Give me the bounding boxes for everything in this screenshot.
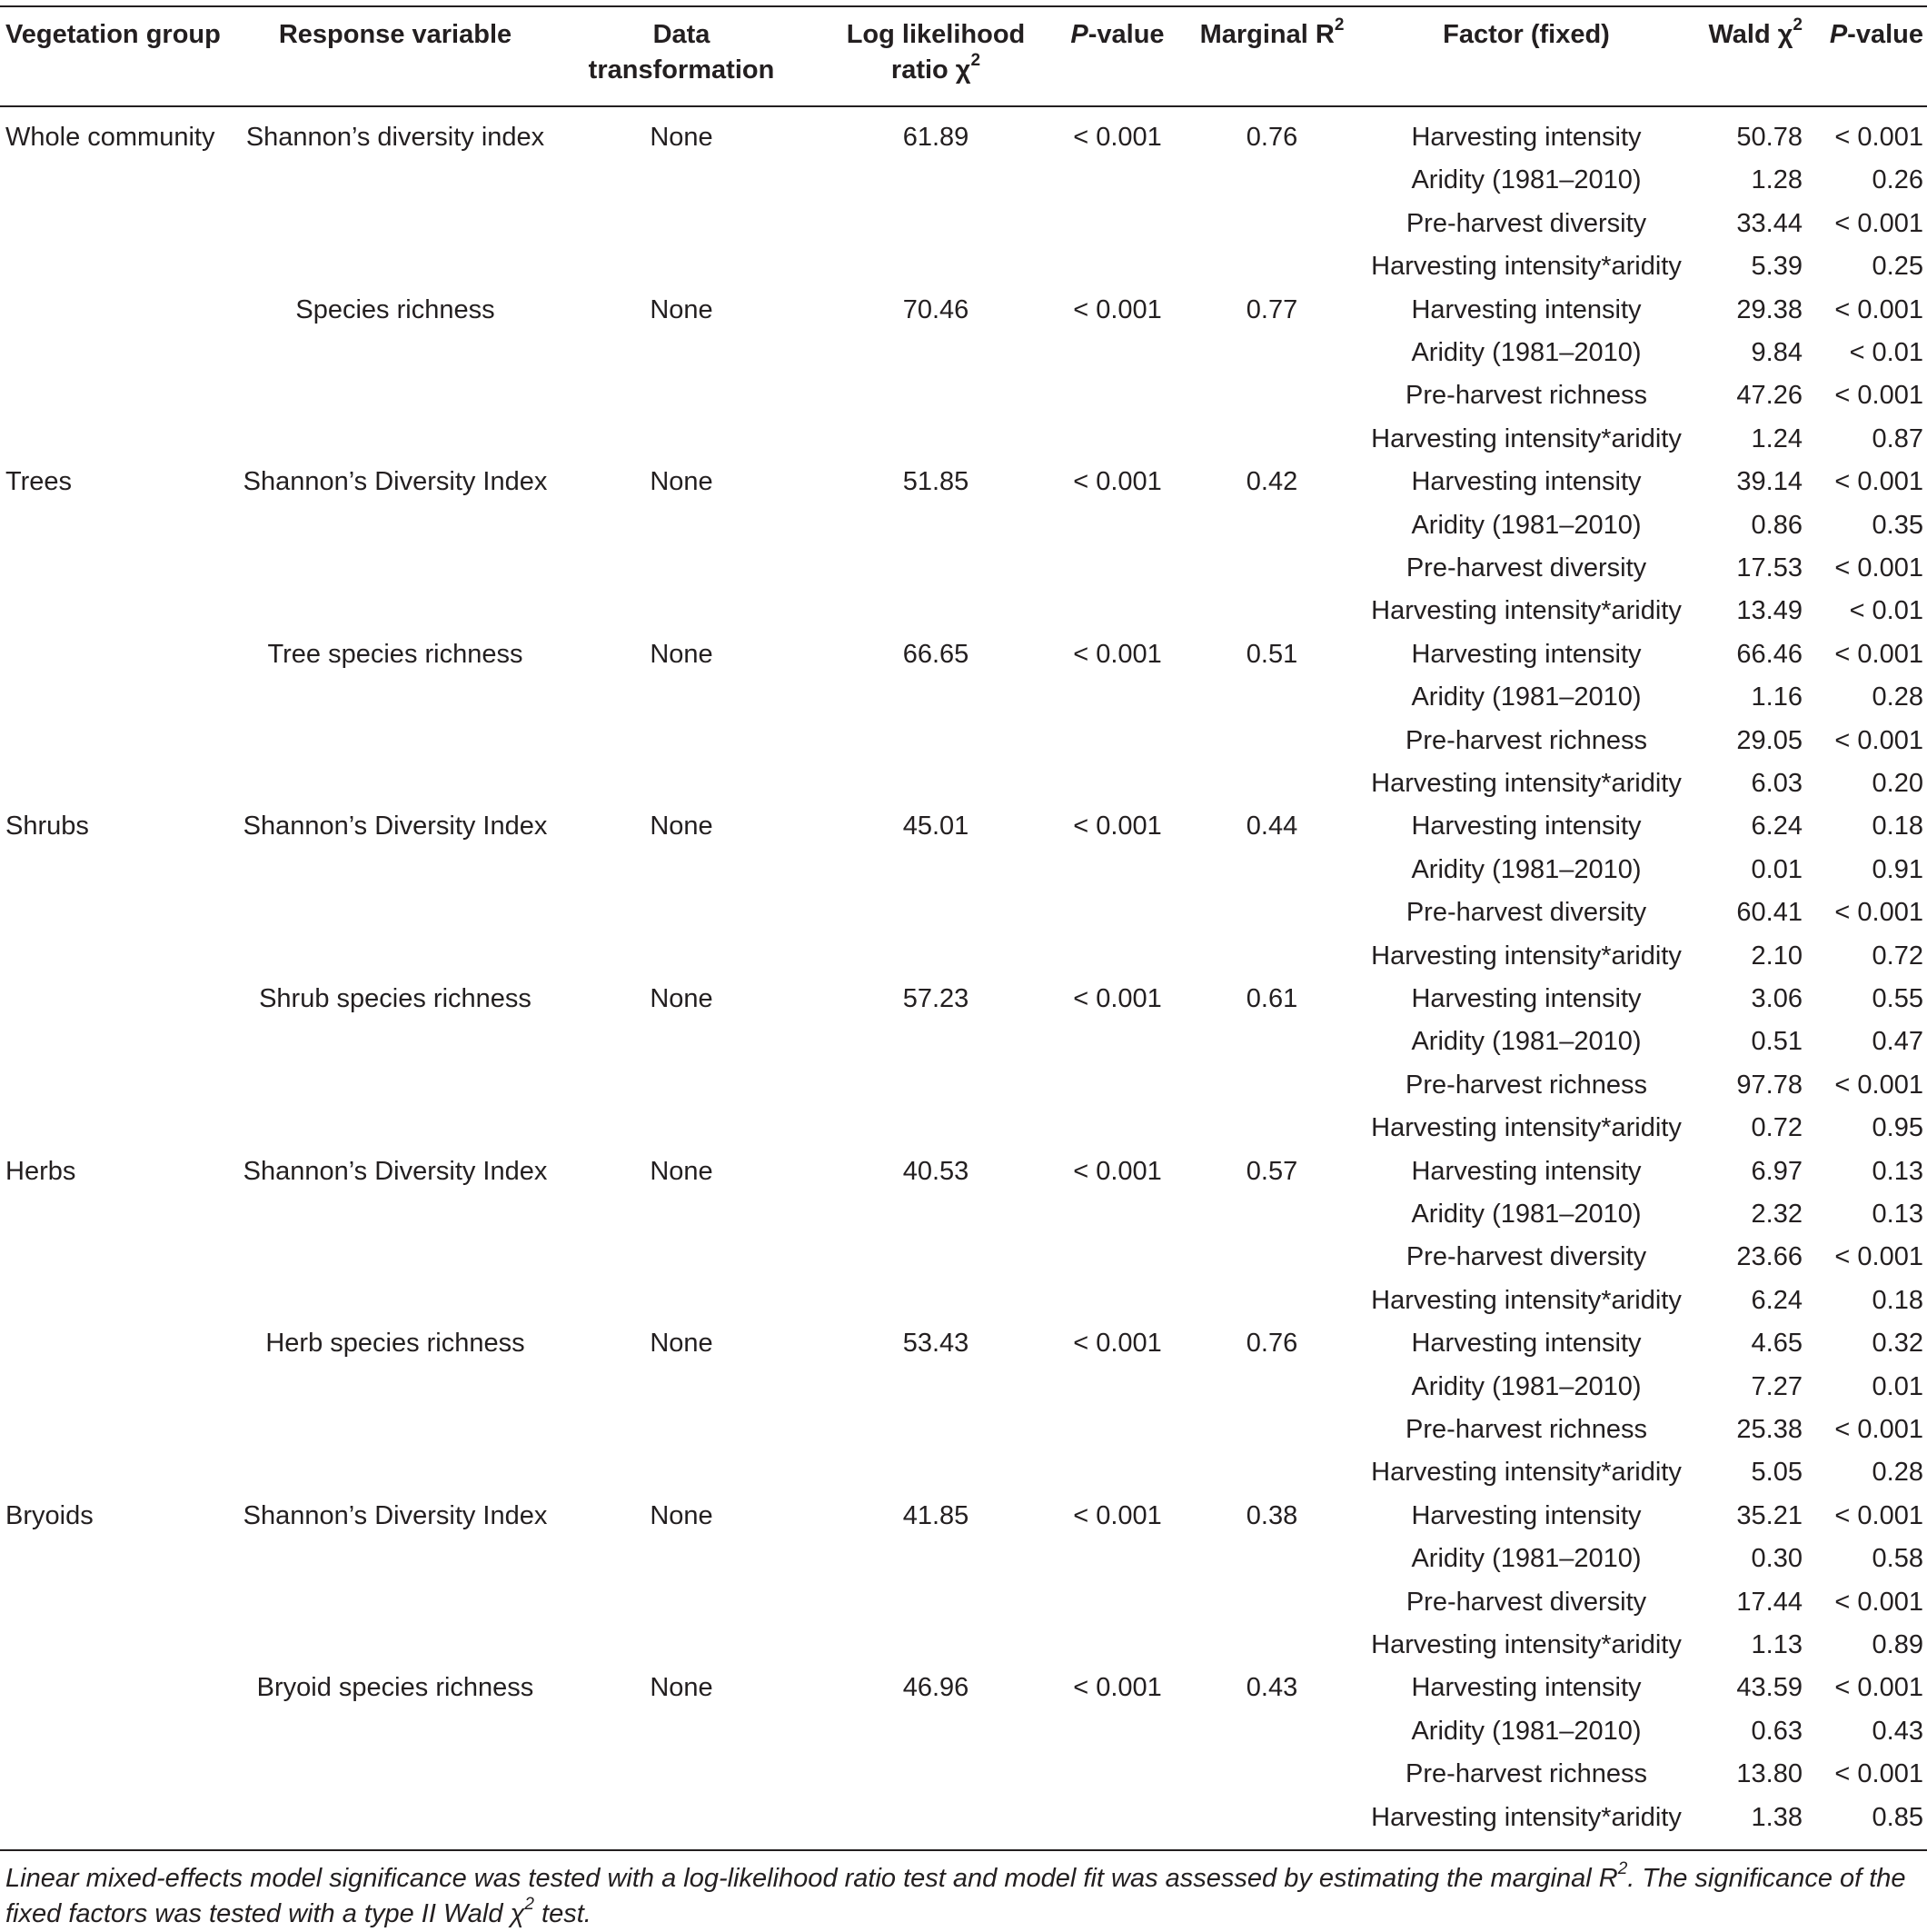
p-value-cell: < 0.001 [1073,295,1162,324]
factor-cell: Aridity (1981–2010) [1411,1027,1642,1056]
marginal-r2-cell: 0.57 [1246,1157,1298,1186]
factor-p-value-cell: < 0.001 [1834,1588,1923,1617]
factor-p-value-cell: 0.13 [1872,1157,1923,1186]
wald-chi2-cell: 2.10 [1751,941,1803,971]
factor-cell: Harvesting intensity [1411,123,1642,152]
factor-cell: Harvesting intensity [1411,1329,1642,1358]
wald-chi2-cell: 6.97 [1751,1157,1803,1186]
wald-chi2-cell: 0.63 [1751,1717,1803,1746]
data-transformation-cell: None [650,467,713,496]
factor-cell: Pre-harvest richness [1406,1071,1647,1100]
wald-chi2-cell: 97.78 [1736,1071,1803,1100]
wald-chi2-cell: 0.51 [1751,1027,1803,1056]
header-wald: Wald $\chi^2$ [1708,15,1803,49]
factor-cell: Harvesting intensity [1411,640,1642,669]
wald-chi2-cell: 17.44 [1736,1588,1803,1617]
factor-p-value-cell: < 0.001 [1834,123,1923,152]
factor-cell: Aridity (1981–2010) [1411,1372,1642,1401]
wald-chi2-cell: 6.24 [1751,812,1803,841]
factor-p-value-cell: < 0.001 [1834,1071,1923,1100]
p-value-cell: < 0.001 [1073,467,1162,496]
factor-cell: Harvesting intensity [1411,1501,1642,1530]
p-value-cell: < 0.001 [1073,984,1162,1013]
factor-cell: Harvesting intensity [1411,984,1642,1013]
wald-chi2-cell: 0.86 [1751,511,1803,540]
factor-cell: Aridity (1981–2010) [1411,682,1642,712]
factor-cell: Aridity (1981–2010) [1411,1717,1642,1746]
factor-p-value-cell: 0.18 [1872,1286,1923,1315]
marginal-r2-cell: 0.38 [1246,1501,1298,1530]
factor-p-value-cell: 0.18 [1872,812,1923,841]
wald-chi2-cell: 60.41 [1736,898,1803,927]
factor-cell: Harvesting intensity*aridity [1371,941,1682,971]
wald-chi2-cell: 1.38 [1751,1803,1803,1832]
header-factor: Factor (fixed) [1443,20,1610,49]
factor-p-value-cell: < 0.001 [1834,295,1923,324]
vegetation-group-cell: Whole community [5,123,215,152]
factor-p-value-cell: 0.35 [1872,511,1923,540]
data-transformation-cell: None [650,123,713,152]
factor-p-value-cell: < 0.001 [1834,898,1923,927]
factor-cell: Aridity (1981–2010) [1411,855,1642,884]
p-value-cell: < 0.001 [1073,1673,1162,1702]
response-variable-cell: Shannon’s Diversity Index [243,812,548,841]
factor-cell: Aridity (1981–2010) [1411,338,1642,367]
wald-chi2-cell: 1.28 [1751,165,1803,194]
factor-p-value-cell: < 0.001 [1834,209,1923,238]
factor-cell: Aridity (1981–2010) [1411,1544,1642,1573]
header-data-transformation: Data transformation [588,20,775,85]
factor-cell: Pre-harvest richness [1406,1415,1647,1444]
header-response-variable: Response variable [278,20,512,49]
factor-cell: Aridity (1981–2010) [1411,165,1642,194]
factor-cell: Pre-harvest diversity [1406,553,1647,583]
wald-chi2-cell: 6.24 [1751,1286,1803,1315]
factor-cell: Harvesting intensity [1411,467,1642,496]
log-likelihood-cell: 40.53 [902,1157,969,1186]
log-likelihood-cell: 46.96 [902,1673,969,1702]
factor-p-value-cell: 0.25 [1872,252,1923,281]
factor-cell: Pre-harvest richness [1406,1759,1647,1788]
wald-chi2-cell: 5.05 [1751,1458,1803,1487]
p-value-cell: < 0.001 [1073,1157,1162,1186]
header-p-value: P-value [1070,20,1165,49]
wald-chi2-cell: 7.27 [1751,1372,1803,1401]
wald-chi2-cell: 9.84 [1751,338,1803,367]
wald-chi2-cell: 0.72 [1751,1113,1803,1142]
factor-cell: Harvesting intensity [1411,1157,1642,1186]
wald-chi2-cell: 5.39 [1751,252,1803,281]
vegetation-group-cell: Shrubs [5,812,89,841]
wald-chi2-cell: 3.06 [1751,984,1803,1013]
factor-p-value-cell: 0.20 [1872,769,1923,798]
data-transformation-cell: None [650,295,713,324]
factor-cell: Pre-harvest diversity [1406,1588,1647,1617]
vegetation-group-cell: Herbs [5,1157,76,1186]
wald-chi2-cell: 6.03 [1751,769,1803,798]
factor-cell: Pre-harvest diversity [1406,898,1647,927]
factor-cell: Aridity (1981–2010) [1411,511,1642,540]
wald-chi2-cell: 43.59 [1736,1673,1803,1702]
wald-chi2-cell: 1.24 [1751,424,1803,453]
wald-chi2-cell: 13.80 [1736,1759,1803,1788]
p-value-cell: < 0.001 [1073,812,1162,841]
marginal-r2-cell: 0.76 [1246,123,1298,152]
response-variable-cell: Shannon’s Diversity Index [243,1501,548,1530]
top-rule [0,5,1927,7]
data-transformation-cell: None [650,640,713,669]
factor-cell: Pre-harvest richness [1406,726,1647,755]
wald-chi2-cell: 39.14 [1736,467,1803,496]
factor-cell: Harvesting intensity*aridity [1371,424,1682,453]
marginal-r2-cell: 0.51 [1246,640,1298,669]
factor-p-value-cell: < 0.001 [1834,553,1923,583]
log-likelihood-cell: 61.89 [902,123,969,152]
factor-cell: Pre-harvest richness [1406,381,1647,410]
data-transformation-cell: None [650,812,713,841]
header-rule [0,105,1927,107]
factor-p-value-cell: 0.28 [1872,1458,1923,1487]
log-likelihood-cell: 66.65 [902,640,969,669]
wald-chi2-cell: 2.32 [1751,1200,1803,1229]
wald-chi2-cell: 29.38 [1736,295,1803,324]
response-variable-cell: Tree species richness [267,640,523,669]
factor-p-value-cell: 0.91 [1872,855,1923,884]
log-likelihood-cell: 57.23 [902,984,969,1013]
data-transformation-cell: None [650,1157,713,1186]
factor-p-value-cell: < 0.001 [1834,1415,1923,1444]
factor-p-value-cell: 0.89 [1872,1630,1923,1659]
vegetation-group-cell: Trees [5,467,73,496]
header-marginal-r2: Marginal $R^2$ [1199,15,1345,49]
wald-chi2-cell: 0.30 [1751,1544,1803,1573]
log-likelihood-cell: 53.43 [902,1329,969,1358]
factor-cell: Harvesting intensity [1411,812,1642,841]
wald-chi2-cell: 17.53 [1736,553,1803,583]
marginal-r2-cell: 0.77 [1246,295,1298,324]
response-variable-cell: Shrub species richness [259,984,531,1013]
factor-p-value-cell: < 0.01 [1849,338,1923,367]
marginal-r2-cell: 0.42 [1246,467,1298,496]
factor-cell: Harvesting intensity*aridity [1371,769,1682,798]
p-value-cell: < 0.001 [1073,1329,1162,1358]
factor-cell: Harvesting intensity*aridity [1371,596,1682,625]
factor-cell: Harvesting intensity*aridity [1371,252,1682,281]
factor-p-value-cell: 0.28 [1872,682,1923,712]
response-variable-cell: Shannon’s Diversity Index [243,467,548,496]
data-transformation-cell: None [650,1673,713,1702]
factor-p-value-cell: < 0.001 [1834,1759,1923,1788]
marginal-r2-cell: 0.76 [1246,1329,1298,1358]
factor-cell: Harvesting intensity [1411,295,1642,324]
header-p-value-factor: P-value [1829,20,1923,49]
bottom-rule [0,1849,1927,1851]
response-variable-cell: Bryoid species richness [256,1673,534,1702]
log-likelihood-cell: 45.01 [902,812,969,841]
header-log-likelihood: Log likelihood ratio $\chi^2$ [846,20,1026,85]
wald-chi2-cell: 29.05 [1736,726,1803,755]
factor-cell: Pre-harvest diversity [1406,1242,1647,1271]
factor-p-value-cell: < 0.001 [1834,1501,1923,1530]
factor-p-value-cell: 0.47 [1872,1027,1923,1056]
factor-cell: Harvesting intensity*aridity [1371,1630,1682,1659]
data-transformation-cell: None [650,984,713,1013]
marginal-r2-cell: 0.61 [1246,984,1298,1013]
wald-chi2-cell: 50.78 [1736,123,1803,152]
marginal-r2-cell: 0.44 [1246,812,1298,841]
wald-chi2-cell: 0.01 [1751,855,1803,884]
factor-p-value-cell: < 0.01 [1849,596,1923,625]
factor-p-value-cell: < 0.001 [1834,1242,1923,1271]
factor-p-value-cell: 0.01 [1872,1372,1923,1401]
factor-p-value-cell: < 0.001 [1834,381,1923,410]
factor-p-value-cell: 0.58 [1872,1544,1923,1573]
wald-chi2-cell: 35.21 [1736,1501,1803,1530]
p-value-cell: < 0.001 [1073,1501,1162,1530]
p-value-cell: < 0.001 [1073,640,1162,669]
response-variable-cell: Shannon’s Diversity Index [243,1157,548,1186]
response-variable-cell: Shannon’s diversity index [245,123,545,152]
data-transformation-cell: None [650,1329,713,1358]
factor-cell: Aridity (1981–2010) [1411,1200,1642,1229]
marginal-r2-cell: 0.43 [1246,1673,1298,1702]
factor-p-value-cell: 0.55 [1872,984,1923,1013]
wald-chi2-cell: 66.46 [1736,640,1803,669]
factor-p-value-cell: 0.85 [1872,1803,1923,1832]
vegetation-group-cell: Bryoids [5,1501,94,1530]
wald-chi2-cell: 13.49 [1736,596,1803,625]
factor-p-value-cell: 0.43 [1872,1717,1923,1746]
factor-p-value-cell: < 0.001 [1834,640,1923,669]
factor-p-value-cell: < 0.001 [1834,467,1923,496]
factor-cell: Harvesting intensity*aridity [1371,1458,1682,1487]
response-variable-cell: Herb species richness [265,1329,525,1358]
factor-p-value-cell: 0.87 [1872,424,1923,453]
factor-cell: Harvesting intensity*aridity [1371,1803,1682,1832]
factor-cell: Harvesting intensity*aridity [1371,1113,1682,1142]
wald-chi2-cell: 4.65 [1751,1329,1803,1358]
factor-p-value-cell: 0.32 [1872,1329,1923,1358]
log-likelihood-cell: 41.85 [902,1501,969,1530]
factor-cell: Harvesting intensity*aridity [1371,1286,1682,1315]
wald-chi2-cell: 33.44 [1736,209,1803,238]
log-likelihood-cell: 70.46 [902,295,969,324]
factor-p-value-cell: 0.95 [1872,1113,1923,1142]
factor-cell: Pre-harvest diversity [1406,209,1647,238]
response-variable-cell: Species richness [295,295,495,324]
factor-p-value-cell: 0.13 [1872,1200,1923,1229]
wald-chi2-cell: 1.16 [1751,682,1803,712]
table-footnote: Linear mixed-effects model significance was tested with a log-likelihood ratio test and model fit was assessed by estimating the marginal $R^2$. The significance of the fixed factors was tested with a type II Wald $\chi^2$ test. [5,1859,1906,1928]
factor-p-value-cell: 0.72 [1872,941,1923,971]
factor-p-value-cell: < 0.001 [1834,1673,1923,1702]
p-value-cell: < 0.001 [1073,123,1162,152]
factor-p-value-cell: 0.26 [1872,165,1923,194]
wald-chi2-cell: 47.26 [1736,381,1803,410]
wald-chi2-cell: 25.38 [1736,1415,1803,1444]
header-vegetation-group: Vegetation group [5,20,221,49]
wald-chi2-cell: 1.13 [1751,1630,1803,1659]
log-likelihood-cell: 51.85 [902,467,969,496]
wald-chi2-cell: 23.66 [1736,1242,1803,1271]
factor-cell: Harvesting intensity [1411,1673,1642,1702]
factor-p-value-cell: < 0.001 [1834,726,1923,755]
data-transformation-cell: None [650,1501,713,1530]
